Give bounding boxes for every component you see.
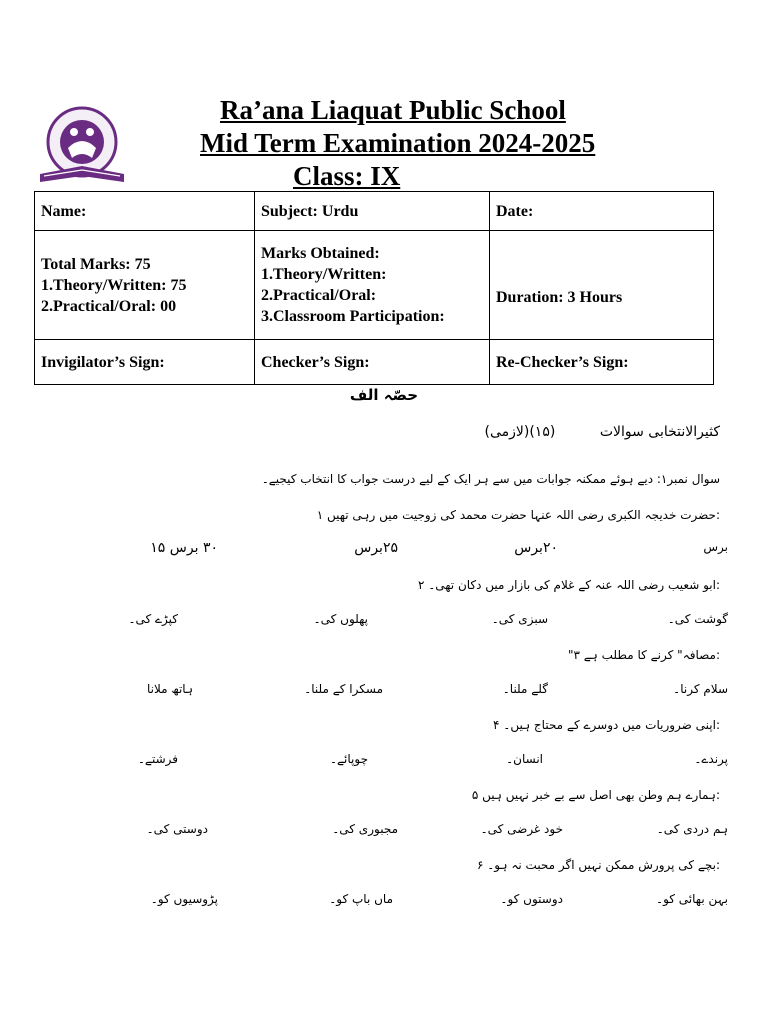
practical-total: 2.Practical/Oral: 00 (41, 297, 177, 315)
q6-option-d: پڑوسیوں کو۔ (150, 892, 218, 906)
exam-title: Mid Term Examination 2024-2025 (200, 128, 596, 158)
school-logo (34, 104, 130, 188)
question-5-options (48, 822, 728, 842)
question-3: :مصافہ" کرنے کا مطلب ہے ۳" (567, 648, 720, 662)
question-4-options (48, 752, 728, 772)
q5-option-a: ہم دردی کی۔ (656, 822, 728, 836)
question-6: :بچے کی پرورش ممکن نہیں اگر محبت نہ ہو۔ ۶ (477, 858, 720, 872)
date-cell: Date: (490, 192, 714, 231)
q1-option-d: ۳۰ برس ۱۵ (150, 540, 218, 556)
duration-cell: Duration: 3 Hours (490, 231, 714, 340)
q4-option-c: چوپائے۔ (329, 752, 368, 766)
mcq-heading-marks: (۱۵)(لازمی) (484, 424, 556, 440)
question-1: :حضرت خدیجہ الکبری رضی اللہ عنہا حضرت محمد کی زوجیت میں رہی تھیں ۱ (316, 508, 720, 522)
school-name: Ra’ana Liaquat Public School (220, 95, 566, 125)
q2-option-d: کپڑے کی۔ (128, 612, 178, 626)
question-6-options (48, 892, 728, 912)
question-3-options (48, 682, 728, 702)
total-marks-cell (35, 231, 255, 340)
question-1-options (48, 540, 728, 560)
practical-obtained: 2.Practical/Oral: (261, 287, 377, 304)
question-2: :ابو شعیب رضی اللہ عنہ کے غلام کی بازار میں دکان تھی۔ ۲ (417, 578, 720, 592)
q3-option-d: ہاتھ ملانا (146, 682, 193, 696)
q3-option-b: گلے ملنا۔ (502, 682, 548, 696)
q4-option-b: انسان۔ (506, 752, 543, 766)
q6-option-a: بہن بھائی کو۔ (656, 892, 728, 906)
checker-sign: Checker’s Sign: (255, 340, 490, 385)
participation-obtained: 3.Classroom Participation: (261, 308, 445, 325)
marks-obtained: Marks Obtained: (261, 245, 380, 262)
q4-option-d: فرشتے۔ (137, 752, 178, 766)
mcq-heading (40, 424, 720, 440)
total-marks: Total Marks: 75 (41, 255, 151, 273)
q5-option-c: مجبوری کی۔ (332, 822, 398, 836)
q4-option-a: پرندے۔ (694, 752, 728, 766)
q2-option-c: پھلوں کی۔ (313, 612, 368, 626)
subject-cell: Subject: Urdu (255, 192, 490, 231)
theory-total: 1.Theory/Written: 75 (41, 276, 187, 294)
question-5: :ہمارے ہم وطن بھی اصل سے بے خبر نہیں ہیں ۵ (471, 788, 720, 802)
name-cell: Name: (35, 192, 255, 231)
class-label: Class: IX (293, 161, 401, 191)
mcq-heading-text: کثیرالانتخابی سوالات (599, 424, 720, 440)
q5-option-b: خود غرضی کی۔ (480, 822, 563, 836)
q1-option-a: برس (703, 540, 728, 554)
q2-option-a: گوشت کی۔ (667, 612, 728, 626)
q6-option-b: دوستوں کو۔ (500, 892, 563, 906)
q6-option-c: ماں باپ کو۔ (329, 892, 393, 906)
theory-obtained: 1.Theory/Written: (261, 266, 387, 283)
q2-option-b: سبزی کی۔ (491, 612, 548, 626)
student-info-table (34, 191, 714, 385)
rechecker-sign: Re-Checker’s Sign: (490, 340, 714, 385)
section-title: حصّہ الف (349, 386, 419, 404)
q3-option-c: مسکرا کے ملنا۔ (304, 682, 383, 696)
q3-option-a: سلام کرنا۔ (673, 682, 728, 696)
question-4: :اپنی ضروریات میں دوسرے کے محتاج ہیں۔ ۴ (493, 718, 720, 732)
instruction: سوال نمبر۱: دیے ہوئے ممکنہ جوابات میں سے ہر ایک کے لیے درست جواب کا انتخاب کیجیے۔ (261, 472, 720, 486)
q5-option-d: دوستی کی۔ (146, 822, 208, 836)
q1-option-b: ۲۰برس (514, 540, 558, 556)
question-2-options (48, 612, 728, 632)
marks-obtained-cell (255, 231, 490, 340)
q1-option-c: ۲۵برس (354, 540, 398, 556)
invigilator-sign: Invigilator’s Sign: (35, 340, 255, 385)
